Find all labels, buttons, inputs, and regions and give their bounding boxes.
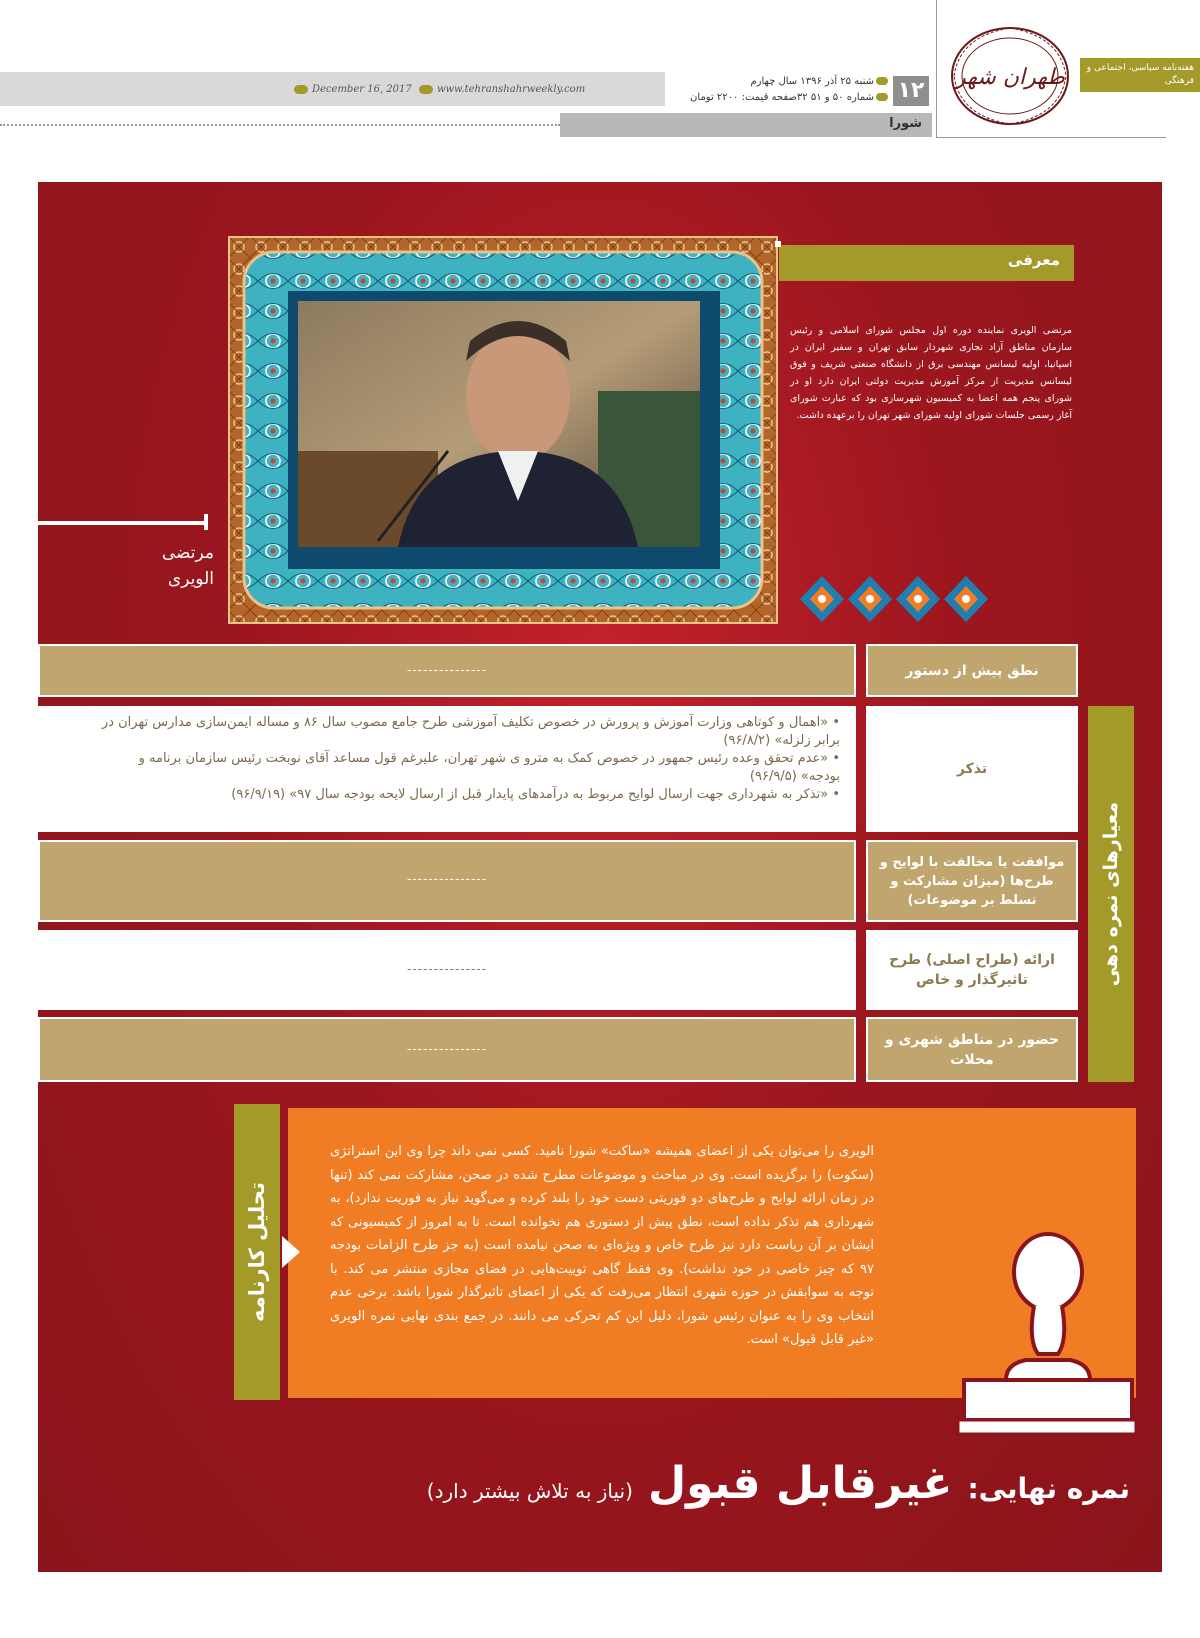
english-date: December 16, 2017	[312, 84, 412, 95]
criteria-label-proposals: ارائه (طراح اصلی) طرح تاثیرگذار و خاص	[866, 930, 1078, 1010]
criteria-title: معیارهای نمره دهی	[1100, 801, 1123, 987]
bullet-icon	[876, 93, 888, 101]
name-last: الویری	[167, 569, 214, 589]
final-score	[310, 1458, 1130, 1509]
criteria-label-presence: حضور در مناطق شهری و محلات	[866, 1017, 1078, 1082]
issue-line-2: شماره ۵۰ و ۵۱ ۳۲صفحه قیمت: ۲۲۰۰ تومان	[690, 92, 874, 103]
issue-line: شنبه ۲۵ آذر ۱۳۹۶ سال چهارم	[750, 76, 874, 87]
header-horizontal-rule	[936, 137, 1166, 138]
list-item: • «اهمال و کوتاهی وزارت آموزش و پرورش در خصوص تکلیف آموزشی طرح جامع مصوب سال ۸۶ و مساله ایمن‌سازی مدارس تهران در برابر زلزله» (۹۶/۸/۲)	[101, 715, 840, 748]
page-number: ۱۲	[893, 76, 929, 106]
list-item: • «عدم تحقق وعده رئیس جمهور در خصوص کمک به مترو ی شهر تهران، علیرغم قول مساعد آقای نوبخت رئیس سازمان برنامه و بودجه» (۹۶/۹/۵)	[138, 751, 840, 784]
analysis-title: تحلیل کارنامه	[245, 1182, 270, 1322]
diamond-icon	[800, 576, 844, 622]
criteria-label-votes: موافقت یا مخالفت با لوایح و طرح‌ها (میزان مشارکت و تسلط بر موضوعات)	[866, 840, 1078, 922]
final-note: (نیاز به تلاش بیشتر دارد)	[426, 1479, 633, 1503]
bullet-icon	[294, 85, 308, 94]
section-title: شورا	[889, 116, 922, 131]
analysis-text: الویری را می‌توان یکی از اعضای همیشه «ساکت» شورا نامید. کسی نمی داند چرا وی این استراتژی (سکوت) را برگزیده است. وی در مباحث و موضوعات مطرح شده در صحن، مشارکت نمی کند (تنها در زمان ارائه لوایح و طرح‌های دو فوریتی دست خود را بلند کرده و می‌گوید نیاز به فوریت ندارد)، به شهرداری هم تذکر نداده است، نطق پیش از دستوری هم نخوانده است. تا به امروز از کمیسیونی که ایشان بر آن ریاست دارد نیز طرح خاص و ویژه‌ای به صحن نیامده است (به جز طرح الزامات بودجه ۹۷ که چیز خاصی در خود نداشت). وی فقط گاهی توییت‌هایی در فضای مجازی منتشر می کند. با توجه به سوابقش در حوزه شهری انتظار می‌رفت که یکی از اعضای تاثیرگذار شورا باشد. برخی عدم انتخاب وی را به عنوان رئیس شورا، دلیل این کم تحرکی می دانند. در جمع بندی نهایی نمره الویری «غیر قابل قبول» است.	[330, 1144, 874, 1347]
remarks-list	[100, 714, 840, 804]
stamp-icon	[956, 1230, 1136, 1442]
diamond-icon	[896, 576, 940, 622]
analysis-tab	[234, 1104, 280, 1400]
portrait-photo	[298, 301, 700, 547]
criteria-value-presence	[38, 1017, 856, 1082]
newspaper-logo	[940, 16, 1080, 134]
name-underline	[38, 521, 208, 525]
criteria-value-proposals	[38, 930, 856, 1010]
person-name	[140, 540, 214, 592]
diamond-icon	[944, 576, 988, 622]
issue-info	[670, 74, 890, 106]
header-divider	[0, 124, 560, 126]
diamond-icon	[848, 576, 892, 622]
criteria-value-votes	[38, 840, 856, 922]
bullet-icon	[419, 85, 433, 94]
name-first: مرتضی	[161, 543, 214, 563]
criteria-value-speech	[38, 644, 856, 697]
intro-text: مرتضی الویری نماینده دوره اول مجلس شورای اسلامی و رئیس سازمان مناطق آزاد تجاری شهردار سابق تهران و سفیر ایران در اسپانیا، اولیه لیسانس مهندسی برق از دانشگاه صنعتی شریف و فوق لیسانس مدیریت از مرکز آموزش مدیریت دولتی ایران دارد او در شورای پنجم همه اعضا به کمیسیون شهرسازی بود که عبارت شورای آغاز رسمی جلسات شورای اولیه شورای شهر تهران را برعهده داشت.	[790, 325, 1072, 421]
empty-value: ---------------	[407, 663, 487, 677]
website-link[interactable]: www.tehranshahrweekly.com	[436, 84, 586, 95]
empty-value: ---------------	[407, 1042, 487, 1056]
tagline: هفته‌نامه سیاسی، اجتماعی و فرهنگی	[1080, 58, 1200, 92]
empty-value: ---------------	[407, 962, 487, 976]
header-english	[290, 84, 585, 95]
empty-value: ---------------	[407, 872, 487, 886]
name-tick	[204, 514, 208, 530]
criteria-label-remarks: تذکر	[866, 706, 1078, 832]
diamond-ornament-icon	[798, 574, 994, 624]
criteria-value-remarks	[38, 706, 856, 832]
arrow-icon	[282, 1236, 300, 1268]
logo-text: طهران شهر	[955, 65, 1065, 90]
final-grade: غیرقابل قبول	[648, 1458, 953, 1509]
bullet-icon	[876, 77, 888, 85]
criteria-label-speech: نطق پیش از دستور	[866, 644, 1078, 697]
intro-title: معرفی	[1007, 251, 1060, 269]
intro-tab	[779, 245, 1074, 281]
section-strip	[560, 113, 932, 137]
criteria-title-tab	[1088, 706, 1134, 1082]
final-label: نمره نهایی:	[967, 1472, 1130, 1505]
header-vertical-rule	[936, 0, 937, 137]
list-item: • «تذکر به شهرداری جهت ارسال لوایح مربوط به درآمدهای پایدار قبل از ارسال لایحه بودجه سال ۹۷» (۹۶/۹/۱۹)	[231, 787, 840, 802]
